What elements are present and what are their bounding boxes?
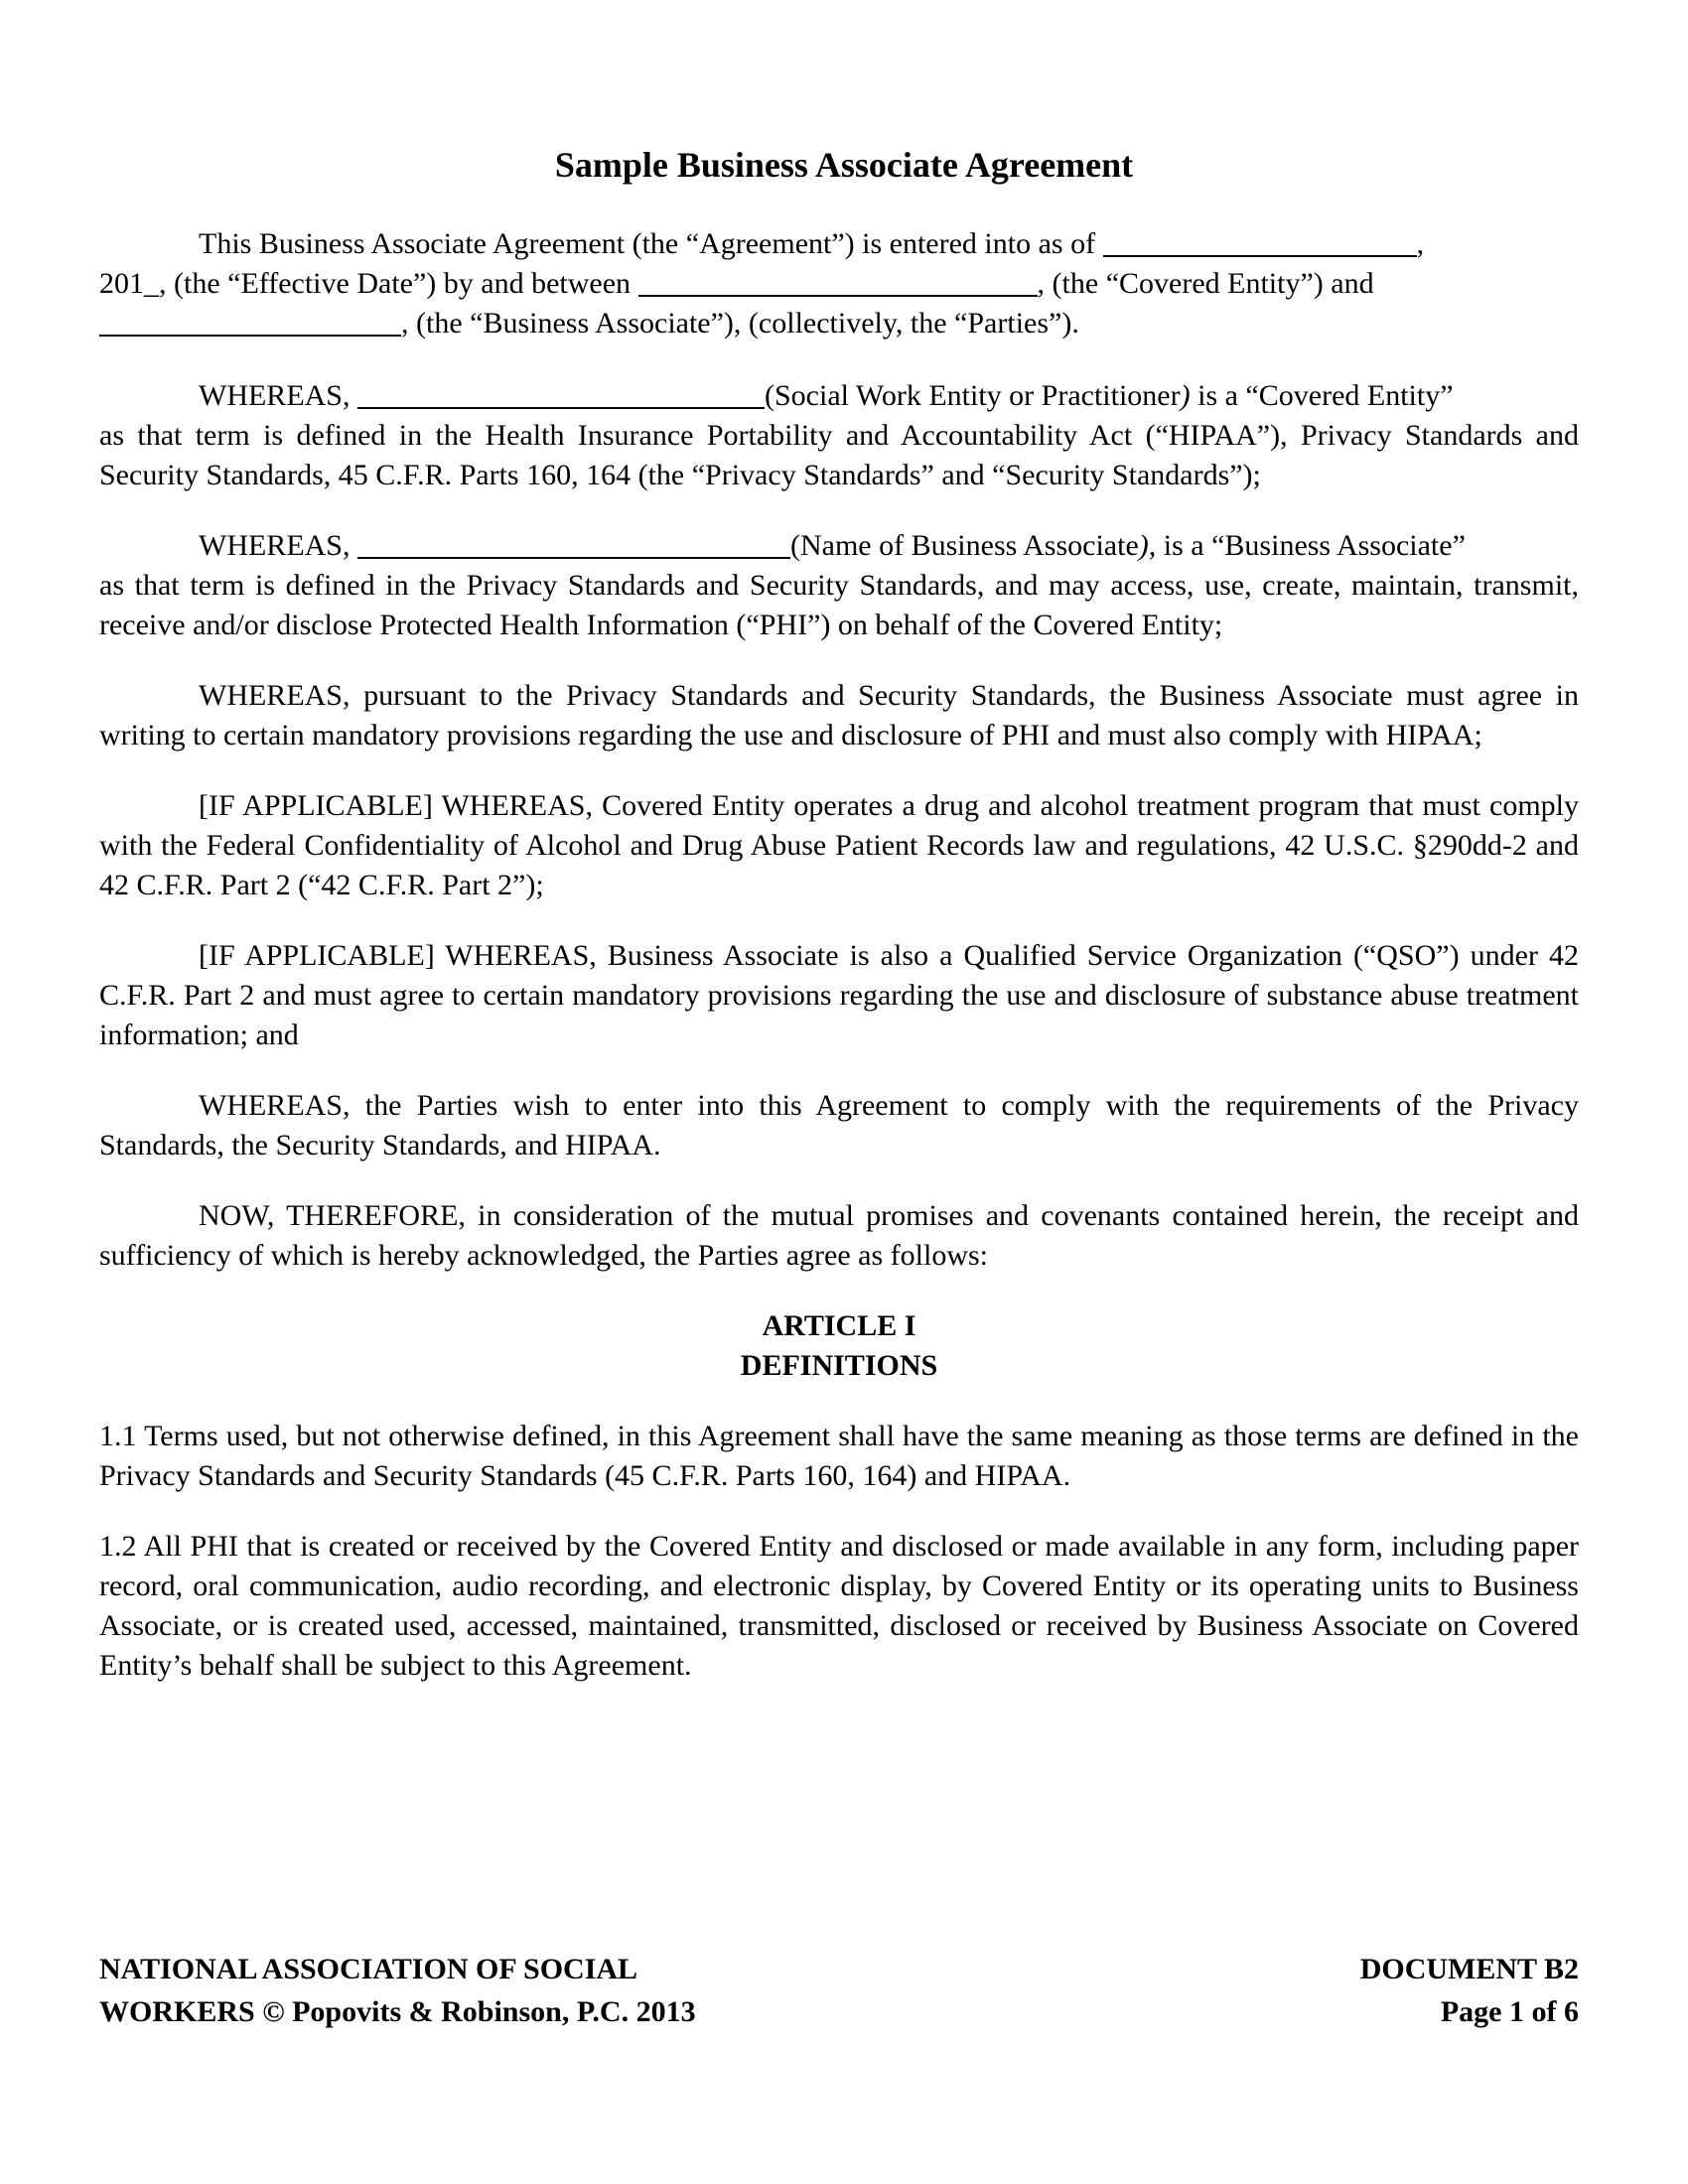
intro-line-2 xyxy=(99,264,1579,304)
document-id: DOCUMENT B2 xyxy=(1359,1953,1579,1985)
whereas-covered-entity xyxy=(99,376,1579,495)
whereas-lead: WHEREAS, xyxy=(199,529,351,562)
footer-org-line-1: NATIONAL ASSOCIATION OF SOCIAL xyxy=(99,1953,638,1985)
whereas-2-first-line xyxy=(99,526,1579,566)
whereas-2-rest: as that term is defined in the Privacy Standards and Security Standards, and may access, use, create, maintain, transmit, receive and/or disclose Protected Health Information (“PHI”) on behalf of the Covered Entity; xyxy=(99,569,1579,641)
article-heading xyxy=(99,1306,1579,1386)
whereas-2-paren-close: ), xyxy=(1138,529,1157,562)
page-number: Page 1 of 6 xyxy=(1440,1995,1579,2028)
whereas-1-rest-first: is a “Covered Entity” xyxy=(1190,379,1454,412)
footer-copyright xyxy=(99,1948,993,2033)
business-associate-blank xyxy=(99,307,401,337)
article-number: ARTICLE I xyxy=(762,1309,916,1342)
business-associate-name-blank xyxy=(357,529,790,559)
footer-org-line-2: WORKERS © Popovits & Robinson, P.C. 2013 xyxy=(99,1995,696,2028)
whereas-1-paren-close: ) xyxy=(1180,379,1191,412)
clause-1-2: 1.2 All PHI that is created or received by the Covered Entity and disclosed or made available in any form, including paper record, oral communication, audio recording, and electronic display, by Covered Entity or its operating units to Business Associate, or is created used, accessed, maintained, transmitted, disclosed or received by Business Associate on Covered Entity’s behalf shall be subject to this Agreement. xyxy=(99,1530,1579,1682)
whereas-lead: WHEREAS, xyxy=(199,379,351,412)
intro-paragraph xyxy=(99,224,1579,343)
footer-doc-info xyxy=(1182,1948,1579,2033)
intro-text-4: , (the “Business Associate”), (collectively, the “Parties”). xyxy=(401,307,1079,340)
whereas-1-paren: (Social Work Entity or Practitioner xyxy=(765,379,1181,412)
intro-text-2: 201_, (the “Effective Date”) by and between xyxy=(99,267,632,300)
practitioner-blank xyxy=(357,379,765,409)
whereas-drug-alcohol-program: [IF APPLICABLE] WHEREAS, Covered Entity operates a drug and alcohol treatment program that must comply with the Federal Confidentiality of Alcohol and Drug Abuse Patient Records law and regulations, 42 U.S.C. §290dd-2 and 42 C.F.R. Part 2 (“42 C.F.R. Part 2”); xyxy=(99,789,1579,901)
intro-text-1: This Business Associate Agreement (the “Agreement”) is entered into as of xyxy=(199,227,1096,260)
now-therefore-paragraph: NOW, THEREFORE, in consideration of the mutual promises and covenants contained herein, the receipt and sufficiency of which is hereby acknowledged, the Parties agree as follows: xyxy=(99,1199,1579,1272)
covered-entity-blank xyxy=(638,267,1038,297)
whereas-1-rest: as that term is defined in the Health Insurance Portability and Accountability Act (“HIPAA”), Privacy Standards and Security Standards, 45 C.F.R. Parts 160, 164 (the “Privacy Standards” and “Security Standards”); xyxy=(99,419,1579,491)
whereas-2-rest-first: is a “Business Associate” xyxy=(1156,529,1466,562)
document-title: Sample Business Associate Agreement xyxy=(554,145,1134,185)
whereas-qso: [IF APPLICABLE] WHEREAS, Business Associate is also a Qualified Service Organization (“QSO”) under 42 C.F.R. Part 2 and must agree to certain mandatory provisions regarding the use and disclosure of substance abuse treatment information; and xyxy=(99,939,1579,1051)
document-body xyxy=(99,224,1579,1716)
whereas-2-paren: (Name of Business Associate xyxy=(790,529,1139,562)
article-title: DEFINITIONS xyxy=(740,1349,938,1382)
intro-line-1 xyxy=(99,224,1579,264)
intro-comma: , xyxy=(1416,227,1425,260)
whereas-comply: WHEREAS, the Parties wish to enter into this Agreement to comply with the requirements of the Privacy Standards, the Security Standards, and HIPAA. xyxy=(99,1089,1579,1161)
date-blank xyxy=(1103,227,1417,257)
intro-line-3 xyxy=(99,304,1579,343)
clause-1-1: 1.1 Terms used, but not otherwise defined, in this Agreement shall have the same meaning as those terms are defined in the Privacy Standards and Security Standards (45 C.F.R. Parts 160, 164) and HIPAA. xyxy=(99,1420,1579,1492)
intro-text-3: , (the “Covered Entity”) and xyxy=(1037,267,1374,300)
whereas-business-associate xyxy=(99,526,1579,645)
whereas-1-first-line xyxy=(99,376,1579,416)
whereas-written-agreement: WHEREAS, pursuant to the Privacy Standards and Security Standards, the Business Associate must agree in writing to certain mandatory provisions regarding the use and disclosure of PHI and must also comply with HIPAA; xyxy=(99,679,1579,751)
